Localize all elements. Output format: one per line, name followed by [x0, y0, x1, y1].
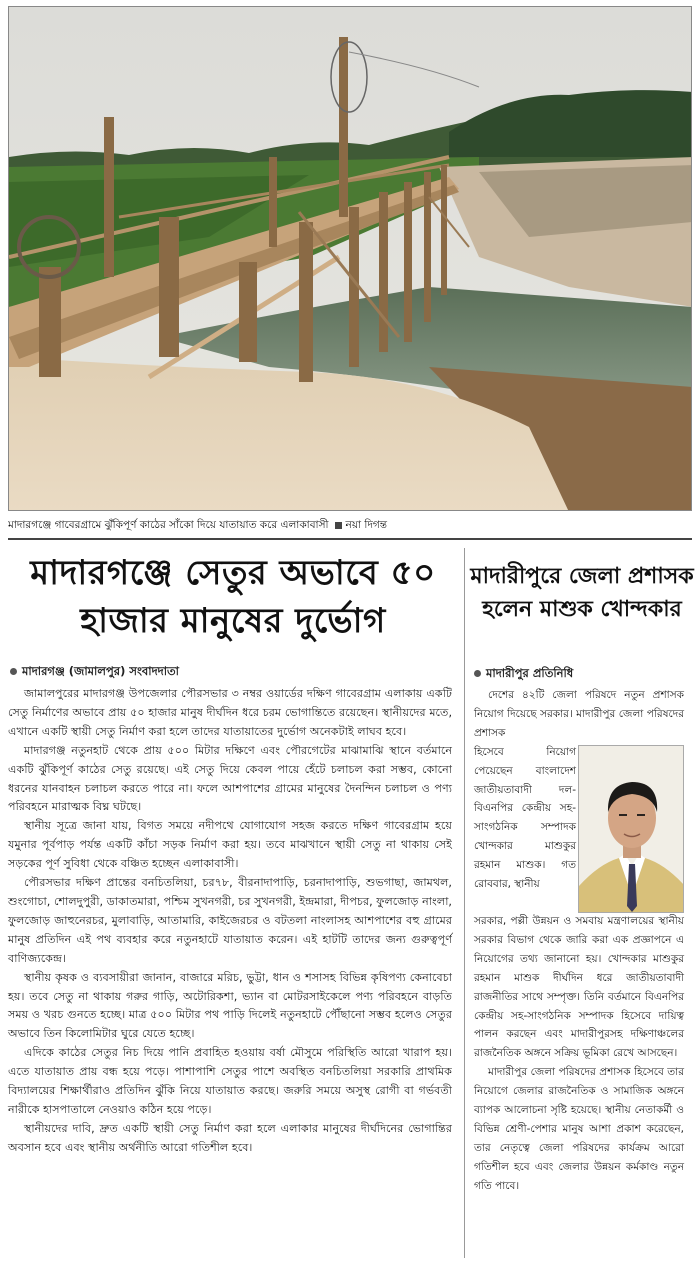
main-paragraph: স্থানীয় সূত্রে জানা যায়, বিগত সময়ে নদীপথে যোগাযোগ সহজ করতে দক্ষিণ গাবেরগ্রাম হয়ে যমুনার পূর্বপাড় পর্যন্ত একটি কাঁচা সড়ক নির্মাণ করা হয়। তবে মাঝখানে স্থায়ী সেতু না থাকায় সেই সড়কের পূর্ণ সুবিধা থেকে বঞ্চিত হচ্ছেন এলাকাবাসী।	[8, 819, 452, 871]
caption-text: মাদারগঞ্জে গাবেরগ্রামে ঝুঁকিপূর্ণ কাঠের সাঁকো দিয়ে যাতায়াত করে এলাকাবাসী	[8, 519, 329, 531]
side-paragraph: সরকার, পল্লী উন্নয়ন ও সমবায় মন্ত্রণালয়ের স্থানীয় সরকার বিভাগ থেকে জারি করা এক প্রজ্ঞাপনে এ নিয়োগের তথ্য জানানো হয়। খোন্দকার মাশুকুর রহমান মাশুক দীর্ঘদিন ধরে জাতীয়তাবাদী রাজনীতির সাথে সম্পৃক্ত। তিনি বর্তমানে বিএনপির কেন্দ্রীয় সহ-সাংগঠনিক সম্পাদক হিসেবে দায়িত্ব পালন করছেন এবং মাদারীপুরসহ দক্ষিণাঞ্চলের রাজনৈতিক অঙ্গনে সক্রিয় ভূমিকা রেখে আসছেন।	[474, 915, 684, 1060]
bridge-photo-illustration	[9, 7, 692, 511]
main-article-body	[8, 685, 452, 1158]
portrait-illustration	[579, 746, 684, 913]
column-divider	[464, 548, 465, 1258]
main-headline: মাদারগঞ্জে সেতুর অভাবে ৫০ হাজার মানুষের দুর্ভোগ	[30, 553, 436, 641]
main-paragraph: এদিকে কাঠের সেতুর নিচ দিয়ে পানি প্রবাহিত হওয়ায় বর্ষা মৌসুমে পরিস্থিতি আরো খারাপ হয়। এতে যাতায়াত প্রায় বন্ধ হয়ে পড়ে। পাশাপাশি সেতুর পাশে অবস্থিত বনচিতলিয়া সরকারি প্রাথমিক বিদ্যালয়ের শিক্ষার্থীরাও প্রতিদিন ঝুঁকি নিয়ে যাতায়াত করছে। জরুরি সময়ে অসুস্থ রোগী বা গর্ভবতী নারীকে হাসপাতালে নেওয়াও কঠিন হয়ে পড়ে।	[8, 1046, 452, 1116]
main-paragraph: স্থানীয়দের দাবি, দ্রুত একটি স্থায়ী সেতু নির্মাণ করা হলে এলাকার মানুষের দীর্ঘদিনের ভোগান্তির অবসান হবে এবং স্থানীয় অর্থনীতি আরো গতিশীল হবে।	[8, 1121, 452, 1154]
side-byline-text: মাদারীপুর প্রতিনিধি	[486, 666, 574, 680]
side-paragraph: মাদারীপুর জেলা পরিষদের প্রশাসক হিসেবে তার নিয়োগে জেলার রাজনৈতিক ও সামাজিক অঙ্গনে ব্যাপক আলোচনা সৃষ্টি হয়েছে। স্থানীয় নেতাকর্মী ও বিভিন্ন শ্রেণী-পেশার মানুষ আশা প্রকাশ করেছেন, তার নেতৃত্বে জেলা পরিষদের কার্যক্রম আরো গতিশীল হবে এবং জেলার উন্নয়ন কর্মকাণ্ড নতুন গতি পাবে।	[474, 1066, 684, 1192]
bridge-photo	[8, 6, 692, 511]
bullet-icon	[10, 668, 17, 675]
side-headline: মাদারীপুরে জেলা প্রশাসক হলেন মাশুক খোন্দকার	[470, 564, 694, 622]
main-byline-text: মাদারগঞ্জ (জামালপুর) সংবাদদাতা	[22, 664, 180, 678]
bullet-icon	[474, 670, 481, 677]
side-paragraph: দেশের ৪২টি জেলা পরিষদে নতুন প্রশাসক নিয়োগ দিয়েছে সরকার। মাদারীপুর জেলা পরিষদের প্রশাসক	[474, 689, 684, 739]
photo-credit: নয়া দিগন্ত	[345, 519, 388, 531]
side-byline	[474, 665, 573, 681]
main-paragraph: জামালপুরের মাদারগঞ্জ উপজেলার পৌরসভার ৩ নম্বর ওয়ার্ডের দক্ষিণ গাবেরগ্রাম এলাকায় একটি সেতু নির্মাণের অভাবে প্রায় ৫০ হাজার মানুষ দীর্ঘদিন ধরে চরম ভোগান্তিতে রয়েছেন। স্থানীয়দের মতে, এখানে একটি স্থায়ী সেতু নির্মাণ করা হলে তাদের যাতায়াতের দুর্ভোগ অনেকটাই লাঘব হবে।	[8, 687, 452, 738]
section-divider	[8, 538, 692, 540]
main-byline	[10, 663, 179, 679]
side-paragraph-wrapped: হিসেবে নিয়োগ পেয়েছেন বাংলাদেশ জাতীয়তাবাদী দল-বিএনপির কেন্দ্রীয় সহ-সাংগঠনিক সম্পাদক খোন্দকার মাশুকুর রহমান মাশুক। গত রোববার, স্থানীয়	[474, 745, 576, 891]
side-article-body	[474, 912, 684, 1196]
portrait-photo	[578, 745, 684, 913]
photo-caption	[8, 515, 692, 535]
main-paragraph: মাদারগঞ্জ নতুনহাট থেকে প্রায় ৫০০ মিটার দক্ষিণে এবং পৌরগেটের মাঝামাঝি স্থানে বর্তমানে একটি ঝুঁকিপূর্ণ কাঠের সেতু রয়েছে। এই সেতু দিয়ে কেবল পায়ে হেঁটে চলাচল করা সম্ভব, কোনো ধরনের যানবাহন চলাচল করতে পারে না। ফলে আশপাশের গ্রামের মানুষের দৈনন্দিন চলাচল ও পণ্য পরিবহনে মারাত্মক বিঘ্ন ঘটছে।	[8, 743, 452, 814]
main-paragraph: পৌরসভার দক্ষিণ প্রান্তের বনচিতলিয়া, চর৭৮, বীরনাদাপাড়ি, চরনাদাপাড়ি, শুভগাছা, জামথল, শুংগোচা, শোলদুপুরী, ডাকাতমারা, পশ্চিম সুখনগরী, চর সুখনগরী, ইন্দ্রমারা, দীপচর, ফুলজোড় নাংলা, ফুলজোড় জাহুনেরচর, মুলাবাড়ি, আতামারি, কাইজেরচর ও বটতলা নাংলাসহ আশপাশের বহু গ্রামের মানুষ প্রতিদিন এই পথ ব্যবহার করে নতুনহাটে যাতায়াত করেন। এই হাটটি তাদের জন্য গুরুত্বপূর্ণ বাণিজ্যকেন্দ্র।	[8, 876, 452, 965]
caption-separator-square-icon	[335, 522, 342, 529]
main-paragraph: স্থানীয় কৃষক ও ব্যবসায়ীরা জানান, বাজারে মরিচ, ভুট্টা, ধান ও শসাসহ বিভিন্ন কৃষিপণ্য কেনাবেচা হয়। তবে সেতু না থাকায় গরুর গাড়ি, অটোরিকশা, ভ্যান বা মোটরসাইকেলে পণ্য পরিবহনে বাড়তি সময় ও খরচ গুনতে হচ্ছে। মাত্র ৫০০ মিটার পথ পাড়ি দিলেই নতুনহাটে পৌঁছানো সম্ভব হলেও সেতুর অভাবে তিন কিলোমিটার ঘুরে যেতে হচ্ছে।	[8, 970, 452, 1041]
